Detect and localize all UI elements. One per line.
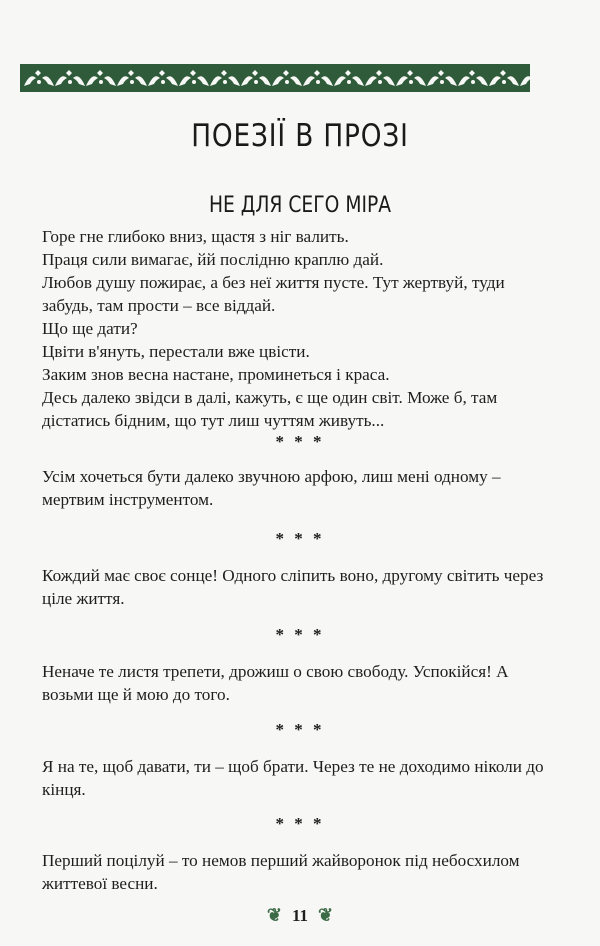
ornamental-banner [20, 64, 530, 92]
text-line: Горе гне глибоко вниз, щастя з ніг валить. [42, 227, 349, 246]
page-number: 11 [291, 906, 309, 925]
page-title: ПОЕЗІЇ В ПРОЗІ [191, 118, 409, 154]
section-separator: * * * [275, 432, 325, 451]
poem-title: НЕ ДЛЯ СЕГО МІРА [208, 193, 392, 218]
section-separator: * * * [275, 625, 325, 644]
text-line: Праця сили вимагає, йй послідню краплю дай. [42, 250, 384, 269]
text-line: Заким знов весна настане, проминеться і краса. [42, 365, 390, 384]
stanza [42, 849, 552, 895]
text-line: Цвіти в'януть, перестали вже цвісти. [42, 342, 310, 361]
text-line: Любов душу пожирає, а без неї життя пусте. Тут жертвуй, туди забудь, там прости – все віддай. [42, 273, 505, 315]
page-footer [0, 905, 600, 926]
flourish-icon: ❦ [318, 905, 334, 925]
stanza [42, 465, 552, 511]
stanza [42, 755, 552, 801]
text-line: Перший поцілуй – то немов перший жайворонок під небосхилом життевої весни. [42, 851, 520, 893]
stanza [42, 225, 552, 432]
section-separator: * * * [275, 529, 325, 548]
stanza [42, 564, 552, 610]
section-separator: * * * [275, 814, 325, 833]
text-line: Кождий має своє сонце! Одного сліпить воно, другому світить через ціле життя. [42, 566, 544, 608]
text-line: Неначе те листя трепети, дрожиш о свою свободу. Успокійся! А возьми ще й мою до того. [42, 662, 509, 704]
section-separator: * * * [275, 720, 325, 739]
text-line: Я на те, щоб давати, ти – щоб брати. Через те не доходимо ніколи до кінця. [42, 757, 544, 799]
text-line: Усім хочеться бути далеко звучною арфою, лиш мені одному – мертвим інструментом. [42, 467, 501, 509]
stanza [42, 660, 552, 706]
flourish-icon: ❦ [266, 905, 282, 925]
text-line: Що ще дати? [42, 319, 138, 338]
text-line: Десь далеко звідси в далі, кажуть, є ще один світ. Може б, там дістатись бідним, що тут лиш чуттям живуть... [42, 388, 498, 430]
